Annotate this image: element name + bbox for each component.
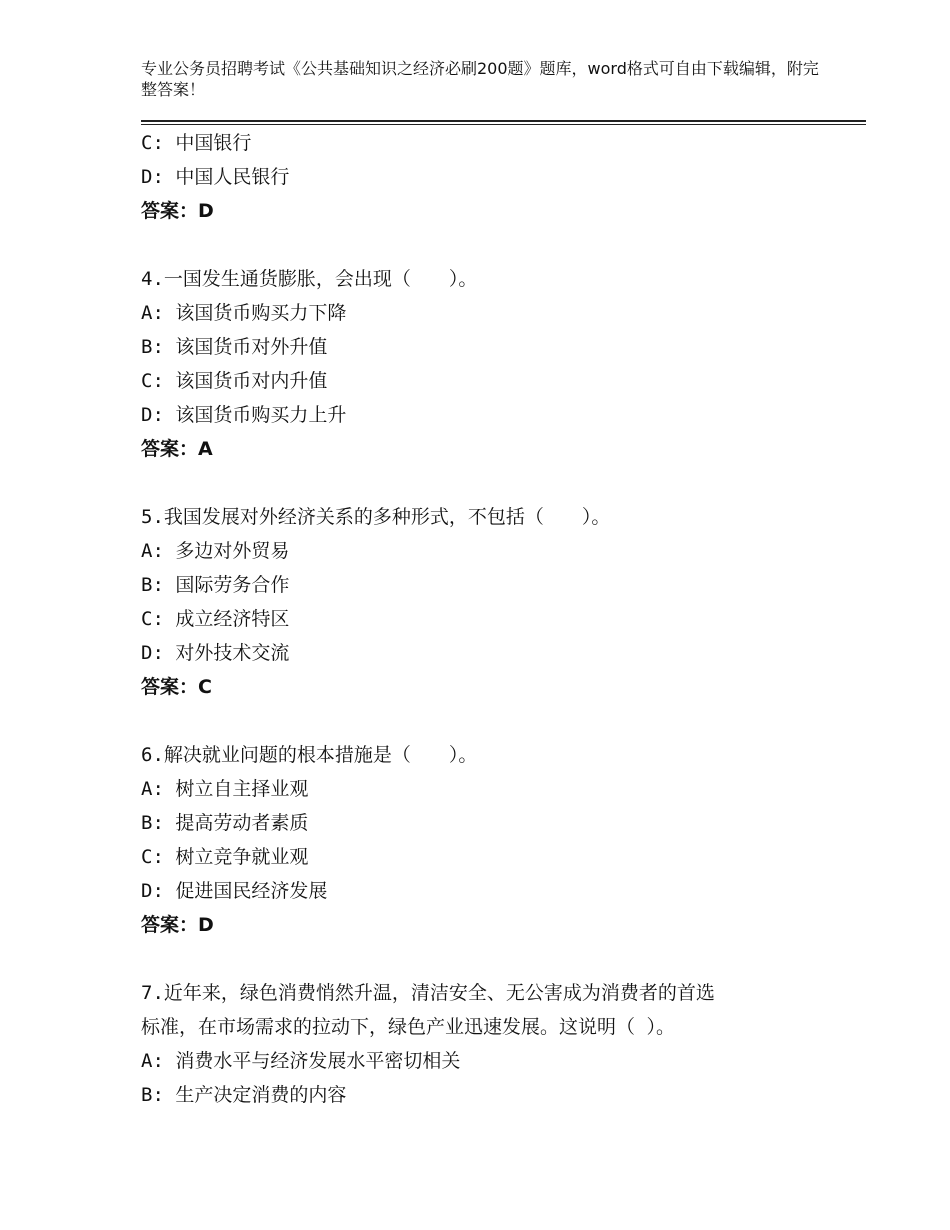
- option-b: B: 提高劳动者素质: [141, 812, 309, 834]
- question-list: [141, 126, 841, 1112]
- answer-line: 答案：A: [141, 438, 213, 460]
- question-block-7: [141, 976, 841, 1112]
- spacer: [141, 228, 841, 262]
- option-d: D: 该国货币购买力上升: [141, 404, 347, 426]
- option-a: A: 多边对外贸易: [141, 540, 290, 562]
- answer-line: 答案：C: [141, 676, 212, 698]
- option-b: B: 生产决定消费的内容: [141, 1084, 347, 1106]
- option-c: C: 成立经济特区: [141, 608, 290, 630]
- question-block-3: [141, 126, 841, 228]
- option-a: A: 该国货币购买力下降: [141, 302, 347, 324]
- question-stem-line-2: 标准，在市场需求的拉动下，绿色产业迅速发展。这说明（ ）。: [141, 1016, 675, 1038]
- option-b: B: 国际劳务合作: [141, 574, 290, 596]
- question-block-6: [141, 738, 841, 942]
- header-rule-thin: [141, 124, 866, 125]
- spacer: [141, 704, 841, 738]
- question-block-4: [141, 262, 841, 466]
- answer-line: 答案：D: [141, 914, 214, 936]
- answer-line: 答案：D: [141, 200, 214, 222]
- option-c: C: 树立竞争就业观: [141, 846, 309, 868]
- spacer: [141, 466, 841, 500]
- question-stem: 4.一国发生通货膨胀，会出现（ ）。: [141, 268, 478, 290]
- option-c: C: 中国银行: [141, 132, 252, 154]
- header-rule-thick: [141, 120, 866, 122]
- question-block-5: [141, 500, 841, 704]
- option-b: B: 该国货币对外升值: [141, 336, 328, 358]
- spacer: [141, 942, 841, 976]
- question-stem: 6.解决就业问题的根本措施是（ ）。: [141, 744, 478, 766]
- document-header: [141, 58, 831, 100]
- question-stem: 5.我国发展对外经济关系的多种形式，不包括（ ）。: [141, 506, 611, 528]
- option-a: A: 树立自主择业观: [141, 778, 309, 800]
- question-stem-line-1: 7.近年来，绿色消费悄然升温，清洁安全、无公害成为消费者的首选: [141, 982, 715, 1004]
- option-c: C: 该国货币对内升值: [141, 370, 328, 392]
- option-a: A: 消费水平与经济发展水平密切相关: [141, 1050, 461, 1072]
- option-d: D: 促进国民经济发展: [141, 880, 328, 902]
- option-d: D: 对外技术交流: [141, 642, 290, 664]
- header-title: 专业公务员招聘考试《公共基础知识之经济必刷200题》题库，word格式可自由下载编辑，附完整答案！: [141, 59, 819, 99]
- option-d: D: 中国人民银行: [141, 166, 290, 188]
